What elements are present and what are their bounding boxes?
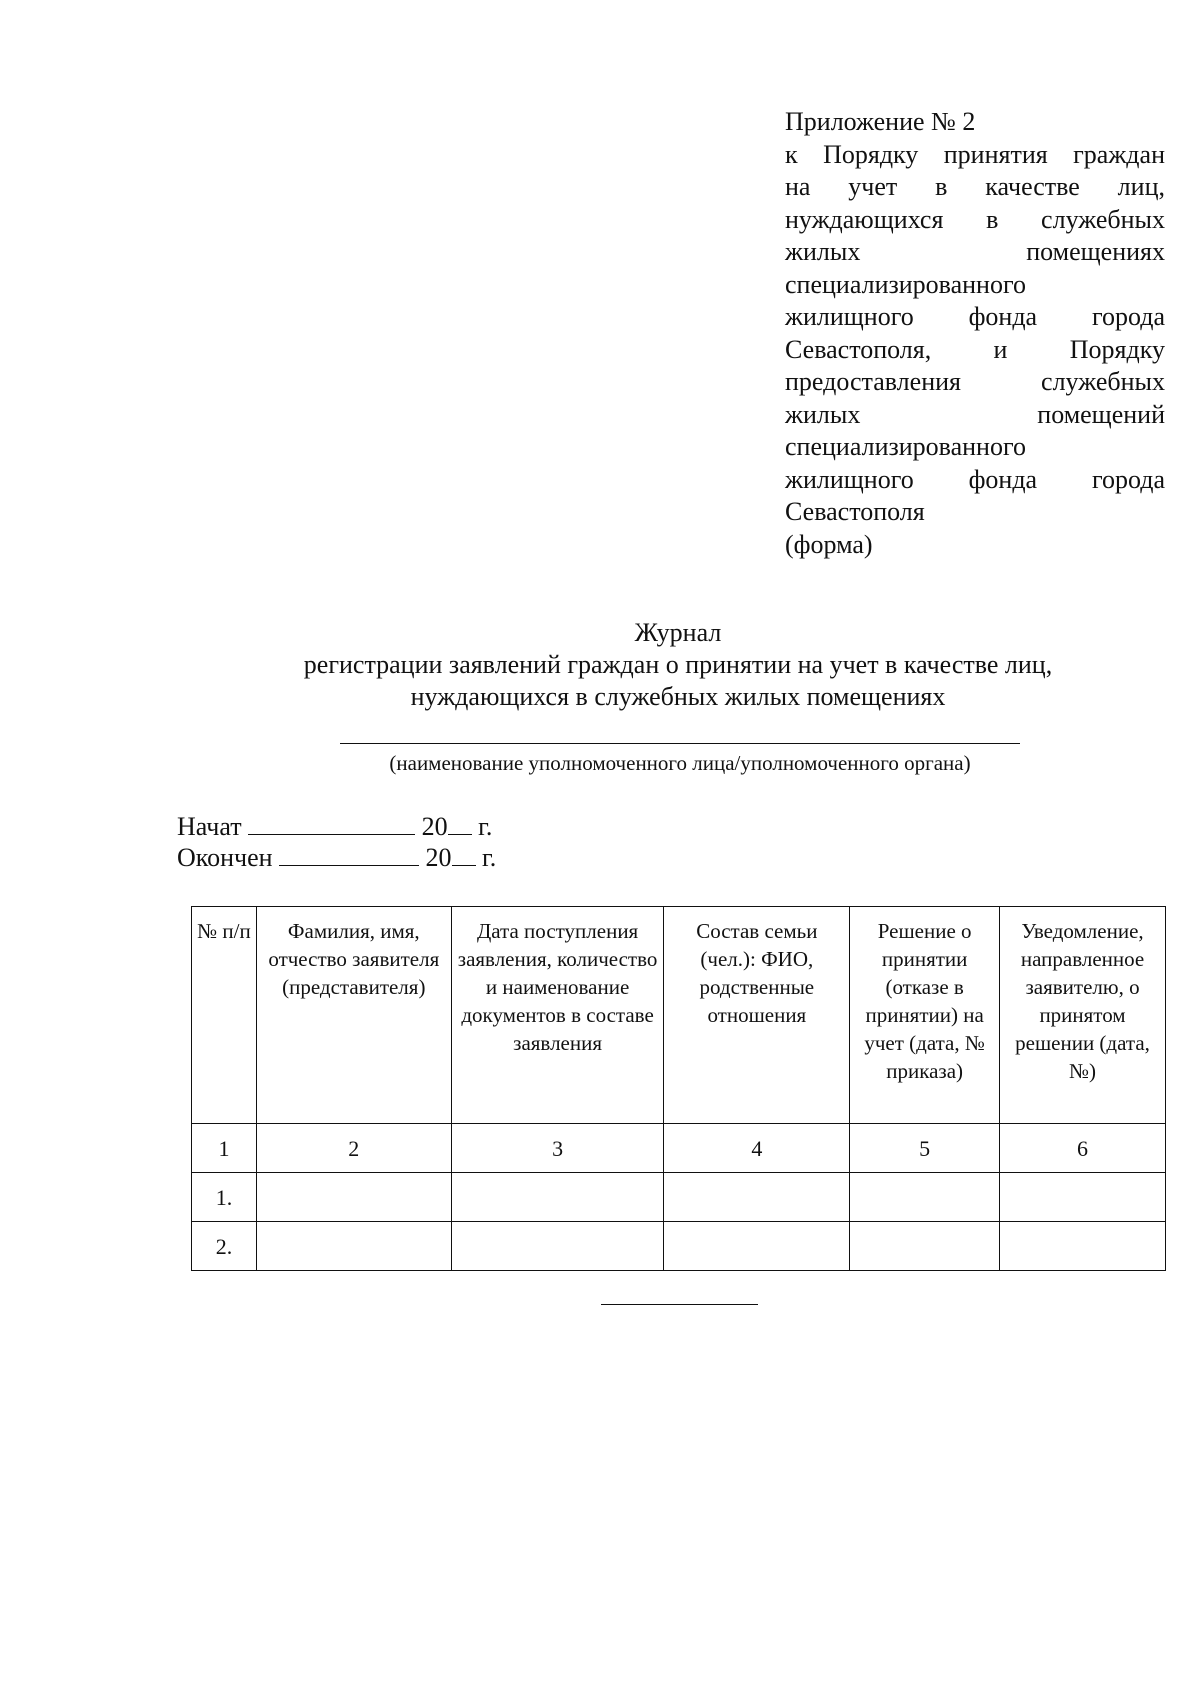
- appendix-line: Приложение № 2: [785, 107, 976, 136]
- appendix-line: на учет в качестве лиц,: [785, 172, 1165, 201]
- period-start-date-blank: [248, 810, 415, 835]
- appendix-line: жилищного фонда города: [785, 302, 1165, 331]
- appendix-line: жилых помещений: [785, 399, 1165, 429]
- period-end-year-suffix: г.: [482, 843, 497, 872]
- appendix-block: [785, 106, 1165, 561]
- org-name-blank: [340, 743, 1020, 744]
- table-cell: [1000, 1222, 1166, 1271]
- table-header-row: [192, 907, 1166, 1124]
- appendix-line: Севастополя: [785, 497, 925, 526]
- period-start: [177, 810, 492, 842]
- appendix-line: специализированного: [785, 432, 1026, 461]
- period-start-year-prefix: 20: [421, 812, 448, 841]
- table-cell: [256, 1222, 451, 1271]
- appendix-line: (форма): [785, 529, 873, 559]
- table-cell: [850, 1173, 1000, 1222]
- period-end: [177, 841, 496, 873]
- column-number-cell: 5: [850, 1124, 1000, 1173]
- period-end-label: Окончен: [177, 843, 273, 872]
- period-start-label: Начат: [177, 812, 242, 841]
- table-cell: 1.: [192, 1173, 257, 1222]
- title-line-2: нуждающихся в служебных жилых помещениях: [410, 682, 946, 711]
- column-number-cell: 2: [256, 1124, 451, 1173]
- registration-journal-table: [191, 906, 1166, 1271]
- document-title: [0, 617, 1200, 713]
- header-cell-decision: Решение о принятии (отказе в принятии) на учет (дата, № приказа): [850, 907, 1000, 1124]
- header-cell-family: Состав семьи (чел.): ФИО, родственные отношения: [664, 907, 850, 1124]
- table-cell: [664, 1173, 850, 1222]
- org-name-caption: (наименование уполномоченного лица/уполномоченного органа): [389, 751, 971, 775]
- period-end-date-blank: [279, 841, 419, 866]
- appendix-line: жилищного фонда города: [785, 464, 1165, 494]
- period-start-year-suffix: г.: [478, 812, 493, 841]
- appendix-line: Севастополя, и Порядку: [785, 334, 1165, 364]
- table-row: [192, 1173, 1166, 1222]
- period-end-year-blank: [452, 841, 476, 866]
- table-cell: [850, 1222, 1000, 1271]
- table-cell: 2.: [192, 1222, 257, 1271]
- period-end-year-prefix: 20: [425, 843, 452, 872]
- table-cell: [451, 1222, 664, 1271]
- table-cell: [256, 1173, 451, 1222]
- header-cell-notification: Уведомление, направленное заявителю, о принятом решении (дата, №): [1000, 907, 1166, 1124]
- appendix-line: жилых помещениях: [785, 237, 1165, 266]
- appendix-line: специализированного: [785, 269, 1026, 299]
- header-cell-number: № п/п: [192, 907, 257, 1124]
- end-divider: [601, 1304, 758, 1305]
- column-number-cell: 6: [1000, 1124, 1166, 1173]
- period-start-year-blank: [448, 810, 472, 835]
- appendix-line: нуждающихся в служебных: [785, 204, 1165, 234]
- column-number-cell: 3: [451, 1124, 664, 1173]
- table-cell: [451, 1173, 664, 1222]
- appendix-line: к Порядку принятия граждан: [785, 139, 1165, 169]
- column-number-cell: 1: [192, 1124, 257, 1173]
- table-cell: [1000, 1173, 1166, 1222]
- table-cell: [664, 1222, 850, 1271]
- title-line-1: регистрации заявлений граждан о принятии на учет в качестве лиц,: [303, 650, 1053, 679]
- header-cell-applicant-name: Фамилия, имя, отчество заявителя (представителя): [256, 907, 451, 1124]
- column-number-cell: 4: [664, 1124, 850, 1173]
- header-cell-receipt-date: Дата поступления заявления, количество и наименование документов в составе заявления: [451, 907, 664, 1124]
- column-number-row: [192, 1124, 1166, 1173]
- table-row: [192, 1222, 1166, 1271]
- title-heading: Журнал: [634, 618, 722, 647]
- appendix-line: предоставления служебных: [785, 367, 1165, 396]
